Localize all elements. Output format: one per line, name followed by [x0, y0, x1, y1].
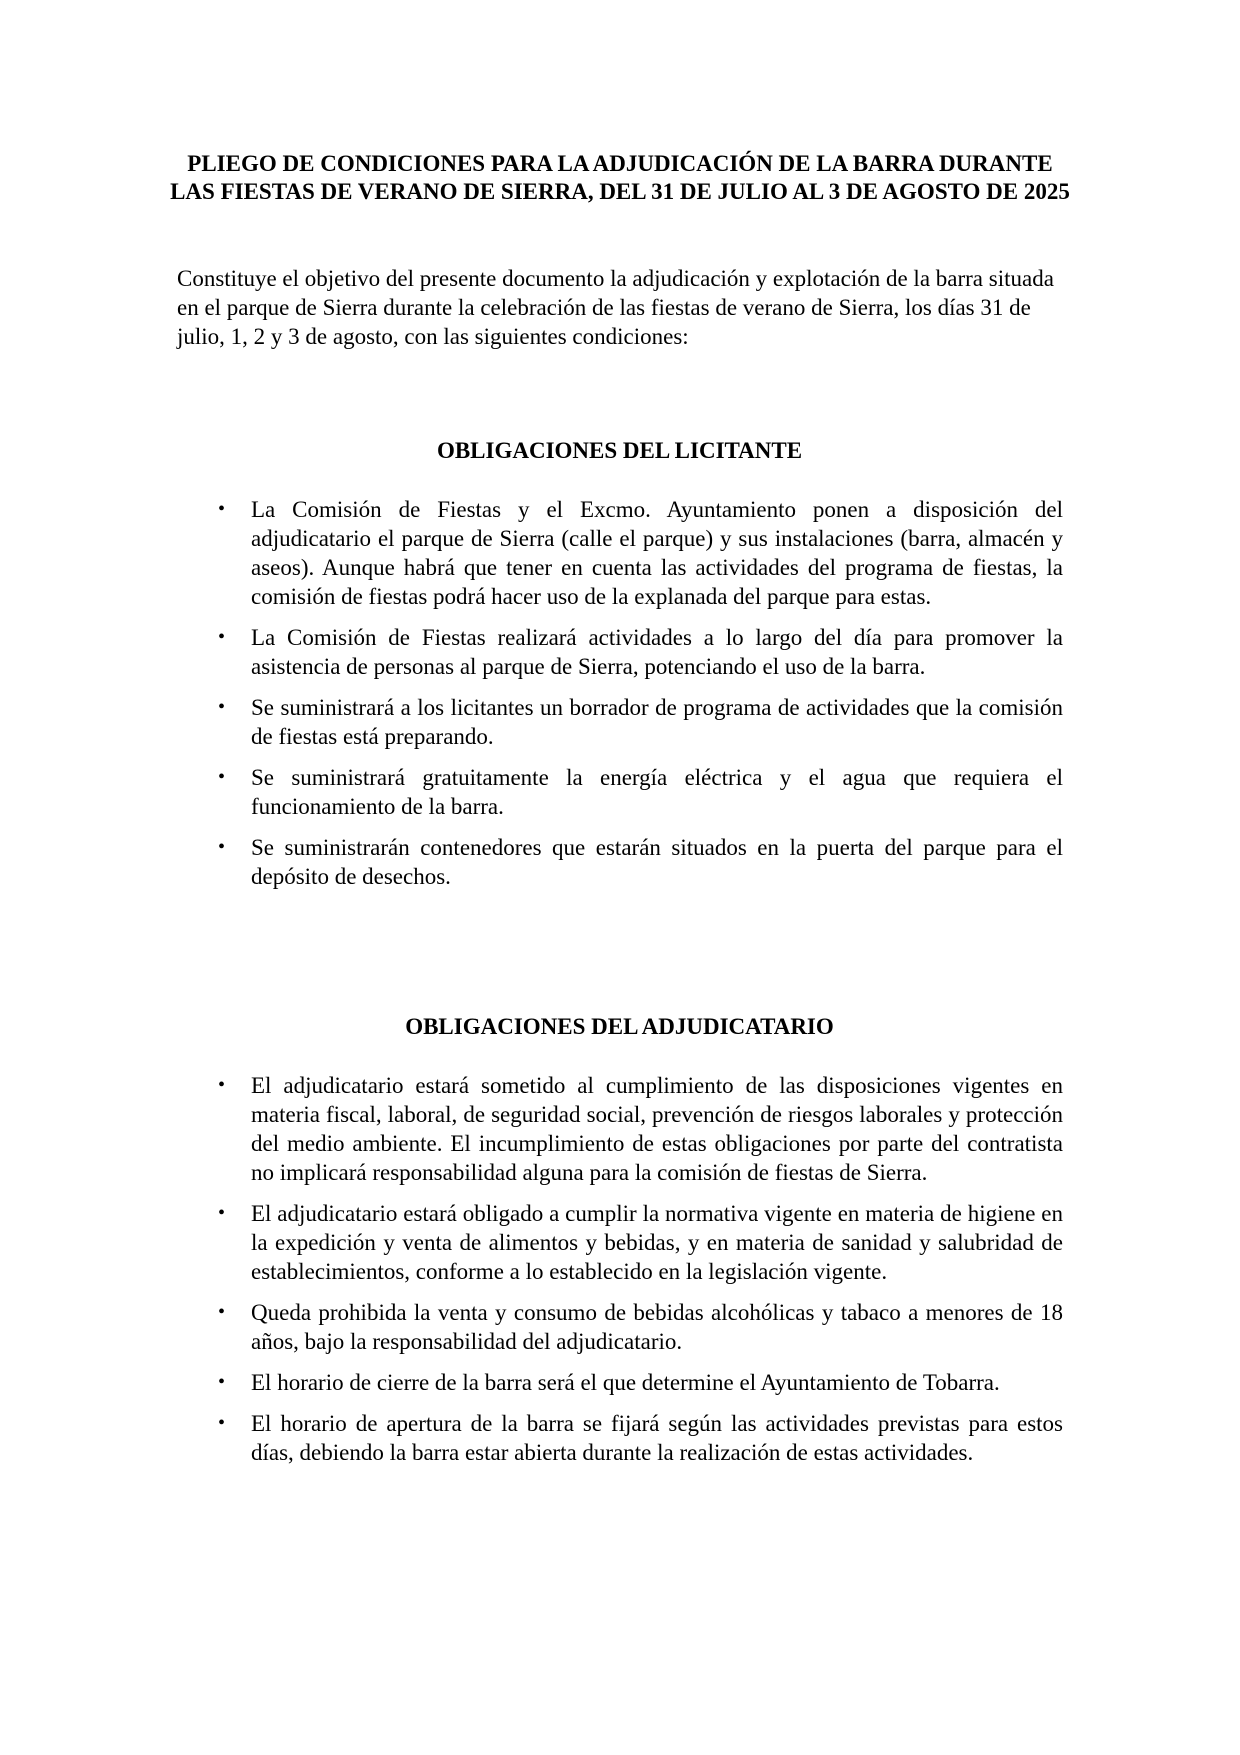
list-item-text: El adjudicatario estará sometido al cumplimiento de las disposiciones vigentes en materia fiscal, laboral, de seguridad social, prevención de riesgos laborales y protección del medio ambiente. El incumplimiento de estas obligaciones por parte del contratista no implicará responsabilidad alguna para la comisión de fiestas de Sierra.	[251, 1073, 1063, 1185]
bullet-icon: •	[218, 1074, 226, 1096]
bullet-icon: •	[218, 1202, 226, 1224]
list-item-text: Queda prohibida la venta y consumo de bebidas alcohólicas y tabaco a menores de 18 años, bajo la responsabilidad del adjudicatario.	[251, 1300, 1063, 1354]
bullet-icon: •	[218, 498, 226, 520]
document-title: PLIEGO DE CONDICIONES PARA LA ADJUDICACIÓN DE LA BARRA DURANTE LAS FIESTAS DE VERANO DE SIERRA, DEL 31 DE JULIO AL 3 DE AGOSTO DE 2025	[170, 151, 1070, 204]
list-item-text: Se suministrarán contenedores que estarán situados en la puerta del parque para el depósito de desechos.	[251, 835, 1063, 889]
list-item	[177, 1298, 1063, 1356]
list-item-text: Se suministrará gratuitamente la energía eléctrica y el agua que requiera el funcionamiento de la barra.	[251, 765, 1063, 819]
list-item	[177, 1368, 1063, 1397]
bullet-icon: •	[218, 626, 226, 648]
section-heading-licitante: OBLIGACIONES DEL LICITANTE	[436, 438, 803, 463]
intro-paragraph: Constituye el objetivo del presente documento la adjudicación y explotación de la barra situada en el parque de Sierra durante la celebración de las fiestas de verano de Sierra, los días 31 de julio, 1, 2 y 3 de agosto, con las siguientes condiciones:	[177, 266, 1054, 349]
section-heading-adjudicatario: OBLIGACIONES DEL ADJUDICATARIO	[405, 1014, 834, 1039]
licitante-obligations-list	[177, 495, 1063, 903]
adjudicatario-obligations-list	[177, 1071, 1063, 1479]
list-item-text: El adjudicatario estará obligado a cumplir la normativa vigente en materia de higiene en la expedición y venta de alimentos y bebidas, y en materia de sanidad y salubridad de establecimientos, conforme a lo establecido en la legislación vigente.	[251, 1201, 1063, 1284]
list-item-text: La Comisión de Fiestas y el Excmo. Ayuntamiento ponen a disposición del adjudicatario el parque de Sierra (calle el parque) y sus instalaciones (barra, almacén y aseos). Aunque habrá que tener en cuenta las actividades del programa de fiestas, la comisión de fiestas podrá hacer uso de la explanada del parque para estas.	[251, 497, 1063, 609]
list-item-text: La Comisión de Fiestas realizará actividades a lo largo del día para promover la asistencia de personas al parque de Sierra, potenciando el uso de la barra.	[251, 625, 1063, 679]
list-item	[177, 833, 1063, 891]
list-item	[177, 763, 1063, 821]
bullet-icon: •	[218, 766, 226, 788]
list-item	[177, 1071, 1063, 1187]
list-item	[177, 1409, 1063, 1467]
list-item	[177, 1199, 1063, 1286]
list-item	[177, 623, 1063, 681]
bullet-icon: •	[218, 696, 226, 718]
list-item-text: El horario de apertura de la barra se fijará según las actividades previstas para estos días, debiendo la barra estar abierta durante la realización de estas actividades.	[251, 1411, 1063, 1465]
list-item-text: Se suministrará a los licitantes un borrador de programa de actividades que la comisión de fiestas está preparando.	[251, 695, 1063, 749]
list-item-text: El horario de cierre de la barra será el que determine el Ayuntamiento de Tobarra.	[251, 1370, 1000, 1395]
list-item	[177, 495, 1063, 611]
bullet-icon: •	[218, 1412, 226, 1434]
bullet-icon: •	[218, 1301, 226, 1323]
list-item	[177, 693, 1063, 751]
bullet-icon: •	[218, 836, 226, 858]
bullet-icon: •	[218, 1371, 226, 1393]
